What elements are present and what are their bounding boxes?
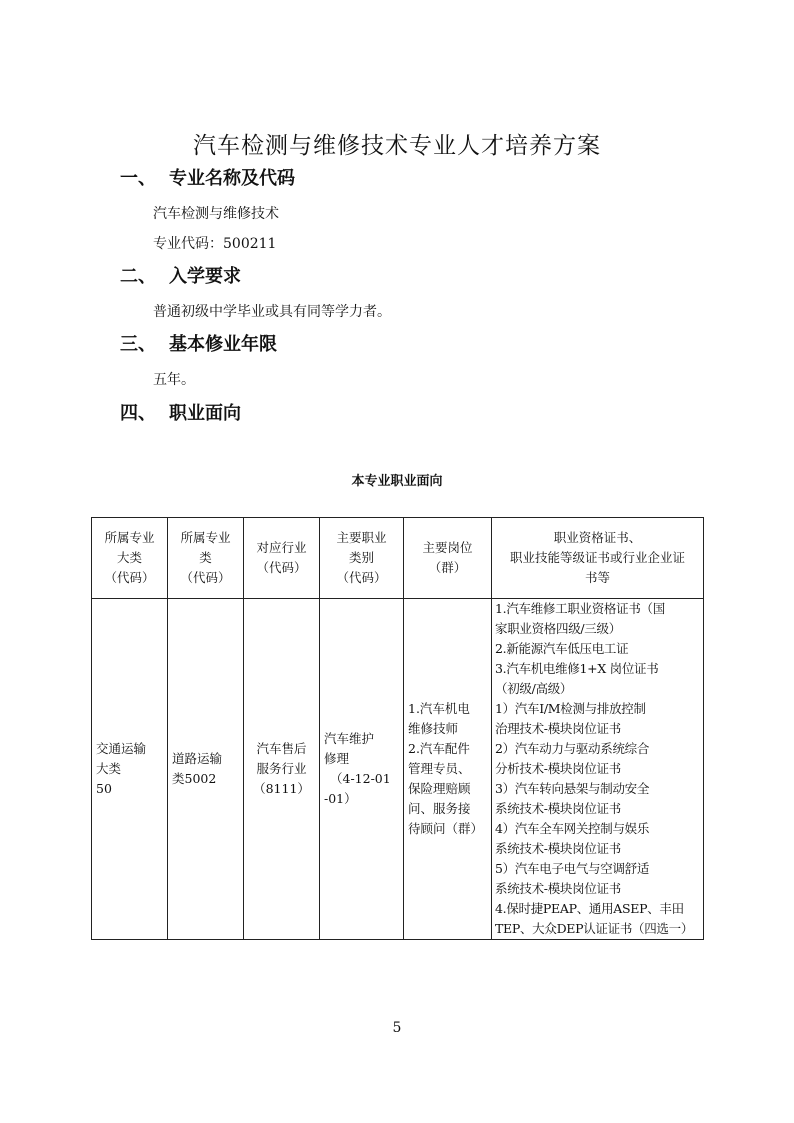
- table-row: [92, 599, 704, 940]
- header-occupation: 主要职业 类别 （代码）: [320, 518, 404, 599]
- section-number: 二、: [120, 266, 156, 287]
- cell-major-class: 道路运输 类5002: [168, 599, 244, 940]
- section-title: 职业面向: [169, 403, 241, 424]
- cell-industry: 汽车售后 服务行业 （8111）: [244, 599, 320, 940]
- header-major-category: 所属专业 大类 （代码）: [92, 518, 168, 599]
- major-name-text: 汽车检测与维修技术: [153, 206, 279, 222]
- section-heading-3: [120, 330, 277, 356]
- section-heading-4: [120, 399, 241, 425]
- header-certificates: 职业资格证书、 职业技能等级证书或行业企业证 书等: [492, 518, 704, 599]
- header-major-class: 所属专业 类 （代码）: [168, 518, 244, 599]
- cell-certificates: 1.汽车维修工职业资格证书（国 家职业资格四级/三级） 2.新能源汽车低压电工证 3.汽车机电维修1+X 岗位证书 （初级/高级） 1）汽车I/M检测与排放控制 治理技术-模块岗位证书 2）汽车动力与驱动系统综合 分析技术-模块岗位证书 3）汽车转向悬架与制动安全 系统技术-模块岗位证书 4）汽车全车网关控制与娱乐 系统技术-模块岗位证书 5）汽车电子电气与空调舒适 系统技术-模块岗位证书 4.保时捷PEAP、通用ASEP、丰田 TEP、大众DEP认证证书（四选一）: [492, 599, 704, 940]
- table-caption: 本专业职业面向: [351, 474, 443, 489]
- section-title: 专业名称及代码: [169, 168, 295, 189]
- cell-major-category: 交通运输 大类 50: [92, 599, 168, 940]
- table-header-row: [92, 518, 704, 599]
- cell-positions: 1.汽车机电 维修技师 2.汽车配件 管理专员、 保险理赔顾 问、服务接 待顾问（群）: [404, 599, 492, 940]
- section-heading-2: [120, 262, 241, 288]
- page-title: 汽车检测与维修技术专业人才培养方案: [193, 133, 601, 160]
- section-number: 一、: [120, 168, 156, 189]
- section-number: 三、: [120, 334, 156, 355]
- section-heading-1: [120, 164, 295, 190]
- duration-text: 五年。: [153, 372, 195, 388]
- career-orientation-table: [91, 517, 704, 940]
- section-number: 四、: [120, 403, 156, 424]
- cell-occupation: 汽车维护 修理 （4-12-01 -01）: [320, 599, 404, 940]
- header-industry: 对应行业 （代码）: [244, 518, 320, 599]
- section-title: 入学要求: [169, 266, 241, 287]
- page-number: 5: [392, 1020, 402, 1036]
- header-positions: 主要岗位 （群）: [404, 518, 492, 599]
- major-code-text: 专业代码：500211: [153, 236, 277, 252]
- section-title: 基本修业年限: [169, 334, 277, 355]
- admission-text: 普通初级中学毕业或具有同等学力者。: [153, 304, 391, 320]
